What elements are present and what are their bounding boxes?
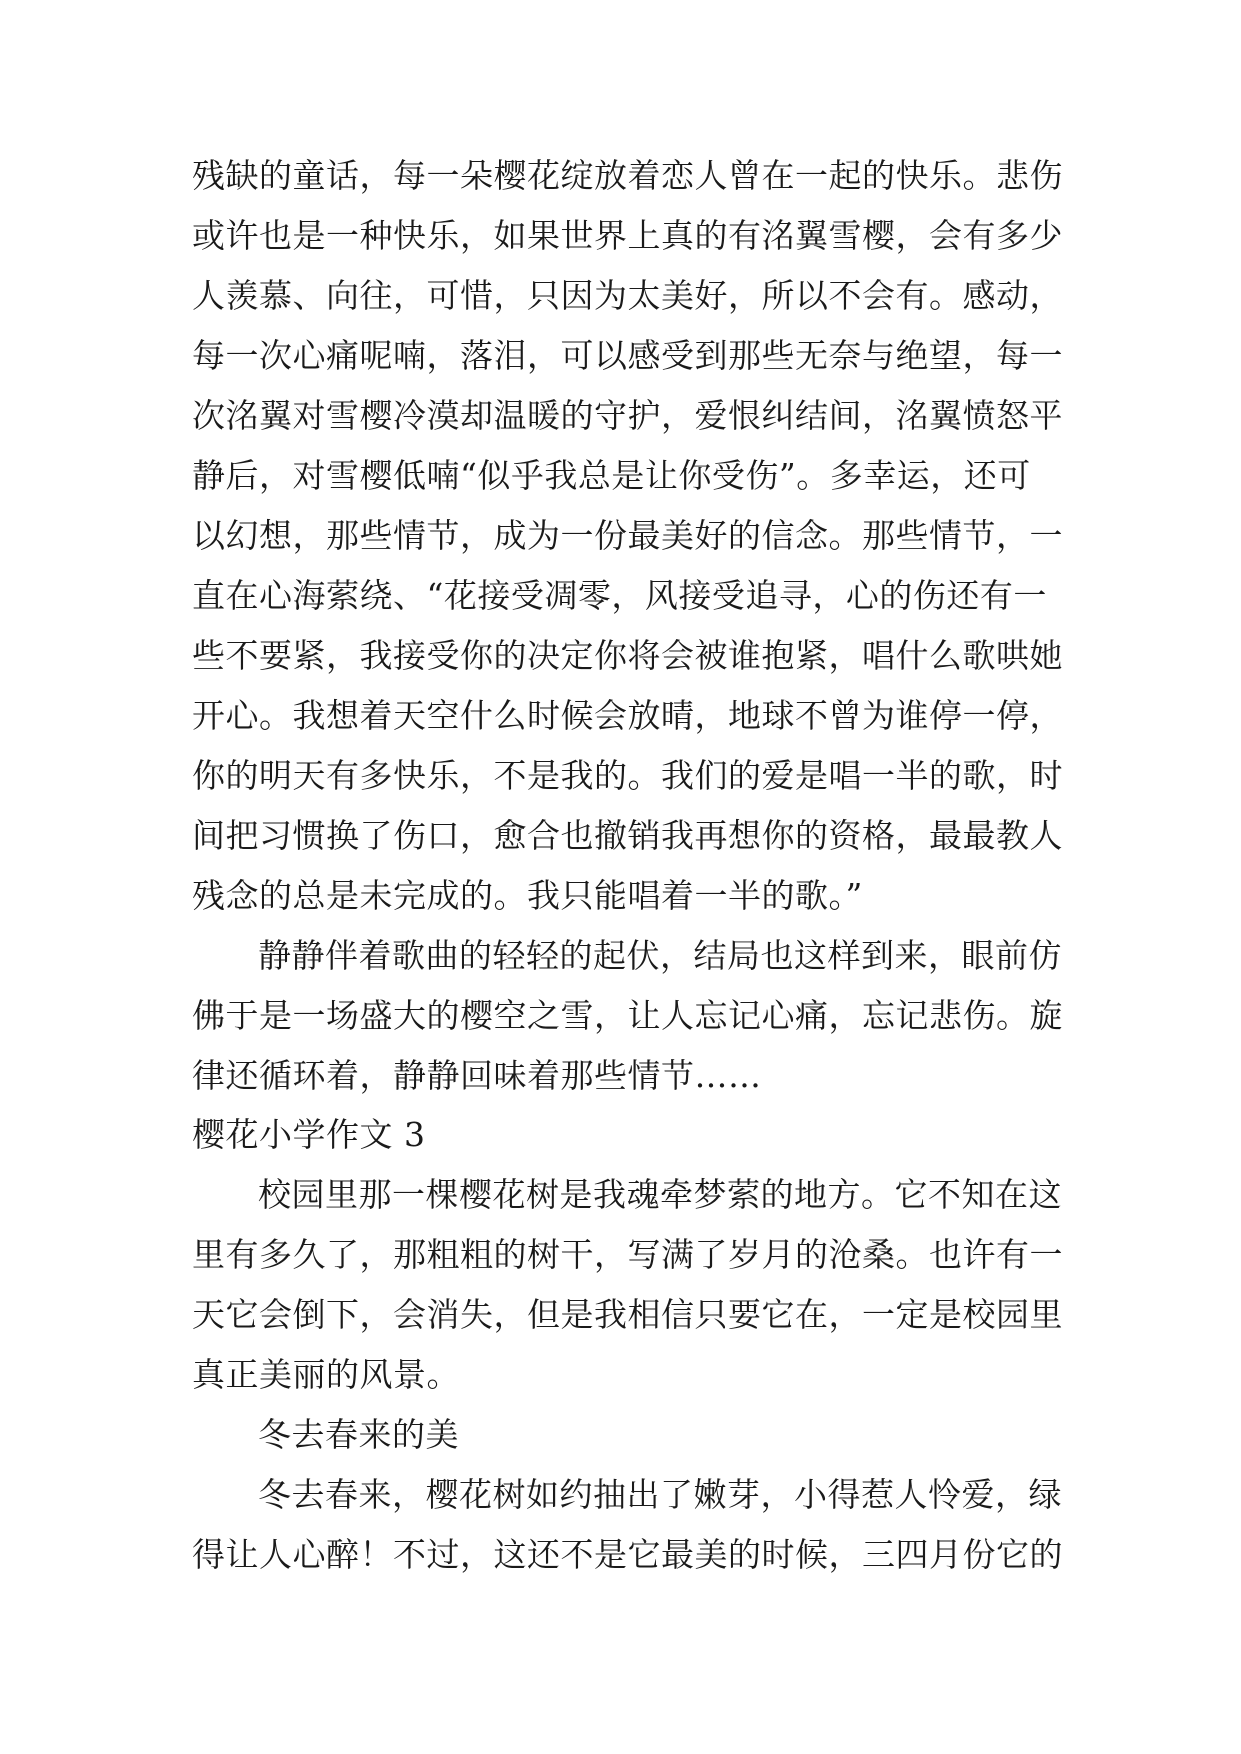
subheading: 冬去春来的美 [258, 1415, 459, 1454]
paragraph-line: 次洺翼对雪樱冷漠却温暖的守护，爱恨纠结间，洺翼愤怒平 [192, 396, 1063, 435]
paragraph-line: 或许也是一种快乐，如果世界上真的有洺翼雪樱，会有多少 [192, 216, 1063, 255]
paragraph-line: 你的明天有多快乐，不是我的。我们的爱是唱一半的歌，时 [192, 756, 1063, 795]
paragraph-line: 以幻想，那些情节，成为一份最美好的信念。那些情节，一 [192, 516, 1063, 555]
paragraph-line: 残缺的童话，每一朵樱花绽放着恋人曾在一起的快乐。悲伤 [192, 156, 1063, 195]
paragraph-line: 残念的总是未完成的。我只能唱着一半的歌。” [192, 876, 863, 915]
paragraph-line: 真正美丽的风景。 [192, 1355, 460, 1394]
paragraph-line: 冬去春来，樱花树如约抽出了嫩芽，小得惹人怜爱，绿 [258, 1475, 1062, 1514]
paragraph-line: 开心。我想着天空什么时候会放晴，地球不曾为谁停一停， [192, 696, 1063, 735]
paragraph-line: 里有多久了，那粗粗的树干，写满了岁月的沧桑。也许有一 [192, 1235, 1063, 1274]
paragraph-line: 律还循环着，静静回味着那些情节…… [192, 1056, 762, 1095]
paragraph-line: 间把习惯换了伤口，愈合也撤销我再想你的资格，最最教人 [192, 816, 1063, 855]
paragraph-line: 人羡慕、向往，可惜，只因为太美好，所以不会有。感动， [192, 276, 1063, 315]
paragraph-line: 直在心海萦绕、“花接受凋零，风接受追寻，心的伤还有一 [192, 576, 1047, 615]
section-title: 樱花小学作文 3 [192, 1115, 426, 1154]
paragraph-line: 每一次心痛呢喃，落泪，可以感受到那些无奈与绝望，每一 [192, 336, 1063, 375]
paragraph-line: 静静伴着歌曲的轻轻的起伏，结局也这样到来，眼前仿 [258, 936, 1062, 975]
paragraph-line: 校园里那一棵樱花树是我魂牵梦萦的地方。它不知在这 [258, 1175, 1062, 1214]
paragraph-line: 些不要紧，我接受你的决定你将会被谁抱紧，唱什么歌哄她 [192, 636, 1063, 675]
paragraph-line: 天它会倒下，会消失，但是我相信只要它在，一定是校园里 [192, 1295, 1063, 1334]
paragraph-line: 得让人心醉！不过，这还不是它最美的时候，三四月份它的 [192, 1535, 1063, 1574]
paragraph-line: 佛于是一场盛大的樱空之雪，让人忘记心痛，忘记悲伤。旋 [192, 996, 1063, 1035]
paragraph-line: 静后，对雪樱低喃“似乎我总是让你受伤”。多幸运，还可 [192, 456, 1031, 495]
